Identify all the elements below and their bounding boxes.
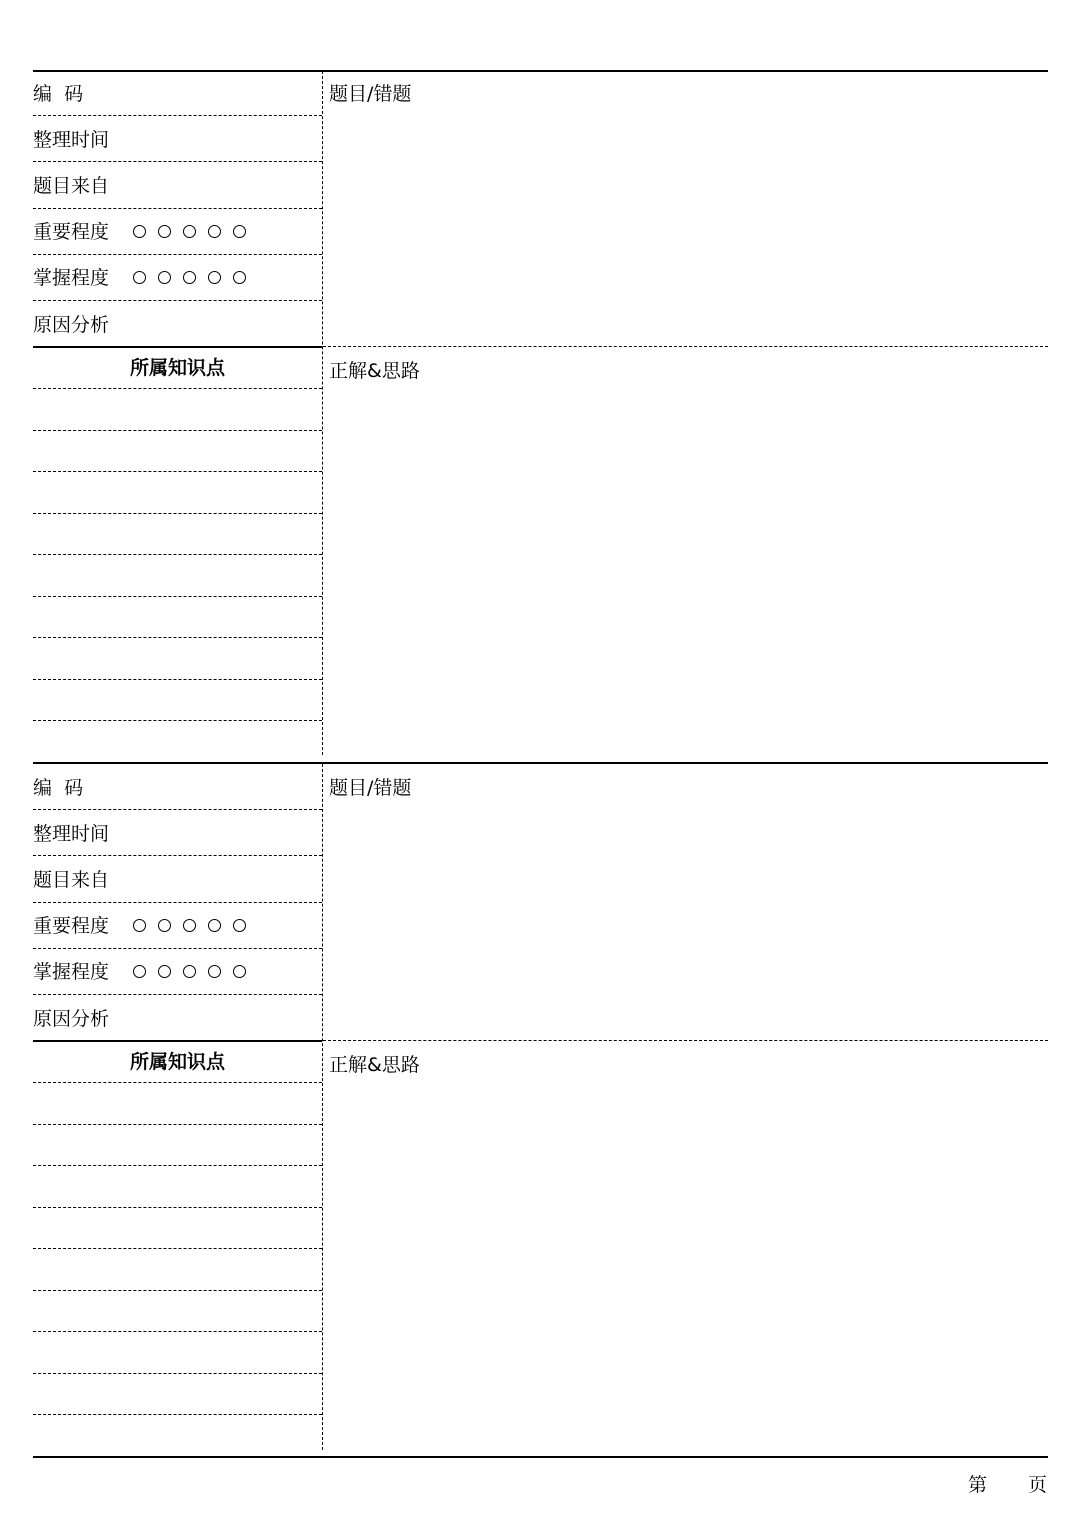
top-border <box>33 70 1048 72</box>
column-divider <box>322 71 323 755</box>
bottom-border <box>33 1456 1048 1458</box>
kp-line <box>33 1290 322 1291</box>
organize-time-label: 整理时间 <box>33 823 110 845</box>
row-divider <box>33 208 322 209</box>
mastery-label: 掌握程度 <box>33 267 110 289</box>
row-divider <box>33 902 322 903</box>
answer-label: 正解&思路 <box>329 360 420 382</box>
cause-analysis-label: 原因分析 <box>33 1008 110 1030</box>
kp-line <box>33 388 322 389</box>
kp-line <box>33 1414 322 1415</box>
kp-line <box>33 1331 322 1332</box>
row-divider <box>33 300 322 301</box>
row-divider <box>33 855 322 856</box>
cause-analysis-label: 原因分析 <box>33 314 110 336</box>
rating-circle-icon[interactable] <box>183 919 196 932</box>
kp-line <box>33 1165 322 1166</box>
kp-line <box>33 1207 322 1208</box>
kp-line <box>33 513 322 514</box>
knowledge-point-label: 所属知识点 <box>129 357 225 379</box>
page-prefix: 第 <box>968 1474 988 1496</box>
kp-line <box>33 1373 322 1374</box>
importance-label: 重要程度 <box>33 915 110 937</box>
row-divider <box>33 948 322 949</box>
importance-label: 重要程度 <box>33 221 110 243</box>
question-source-label: 题目来自 <box>33 869 110 891</box>
rating-circle-icon[interactable] <box>183 225 196 238</box>
rating-circle-icon[interactable] <box>133 271 146 284</box>
rating-circle-icon[interactable] <box>208 965 221 978</box>
organize-time-label: 整理时间 <box>33 129 110 151</box>
kp-line <box>33 554 322 555</box>
knowledge-point-label: 所属知识点 <box>129 1051 225 1073</box>
question-source-label: 题目来自 <box>33 175 110 197</box>
question-bottom-divider <box>323 1040 1048 1041</box>
rating-circle-icon[interactable] <box>158 919 171 932</box>
kp-line <box>33 1248 322 1249</box>
info-bottom-border <box>33 346 322 348</box>
row-divider <box>33 115 322 116</box>
kp-line <box>33 679 322 680</box>
page-suffix: 页 <box>1028 1474 1048 1496</box>
section-border <box>33 762 1048 764</box>
importance-rating[interactable] <box>133 225 246 238</box>
rating-circle-icon[interactable] <box>183 271 196 284</box>
code-label: 编 码 <box>33 777 84 799</box>
question-label: 题目/错题 <box>329 777 412 799</box>
row-divider <box>33 254 322 255</box>
rating-circle-icon[interactable] <box>233 271 246 284</box>
rating-circle-icon[interactable] <box>158 271 171 284</box>
column-divider <box>322 764 323 1450</box>
answer-label: 正解&思路 <box>329 1054 420 1076</box>
rating-circle-icon[interactable] <box>133 225 146 238</box>
question-bottom-divider <box>323 346 1048 347</box>
rating-circle-icon[interactable] <box>158 965 171 978</box>
kp-line <box>33 471 322 472</box>
rating-circle-icon[interactable] <box>233 965 246 978</box>
rating-circle-icon[interactable] <box>158 225 171 238</box>
kp-line <box>33 1124 322 1125</box>
row-divider <box>33 161 322 162</box>
rating-circle-icon[interactable] <box>133 919 146 932</box>
row-divider <box>33 809 322 810</box>
rating-circle-icon[interactable] <box>233 919 246 932</box>
mastery-rating[interactable] <box>133 271 246 284</box>
kp-line <box>33 637 322 638</box>
rating-circle-icon[interactable] <box>233 225 246 238</box>
kp-line <box>33 596 322 597</box>
mastery-label: 掌握程度 <box>33 961 110 983</box>
code-label: 编 码 <box>33 83 84 105</box>
rating-circle-icon[interactable] <box>208 271 221 284</box>
rating-circle-icon[interactable] <box>208 919 221 932</box>
kp-line <box>33 1082 322 1083</box>
mastery-rating[interactable] <box>133 965 246 978</box>
kp-line <box>33 720 322 721</box>
row-divider <box>33 994 322 995</box>
kp-line <box>33 430 322 431</box>
question-label: 题目/错题 <box>329 83 412 105</box>
info-bottom-border <box>33 1040 322 1042</box>
rating-circle-icon[interactable] <box>183 965 196 978</box>
rating-circle-icon[interactable] <box>208 225 221 238</box>
rating-circle-icon[interactable] <box>133 965 146 978</box>
importance-rating[interactable] <box>133 919 246 932</box>
